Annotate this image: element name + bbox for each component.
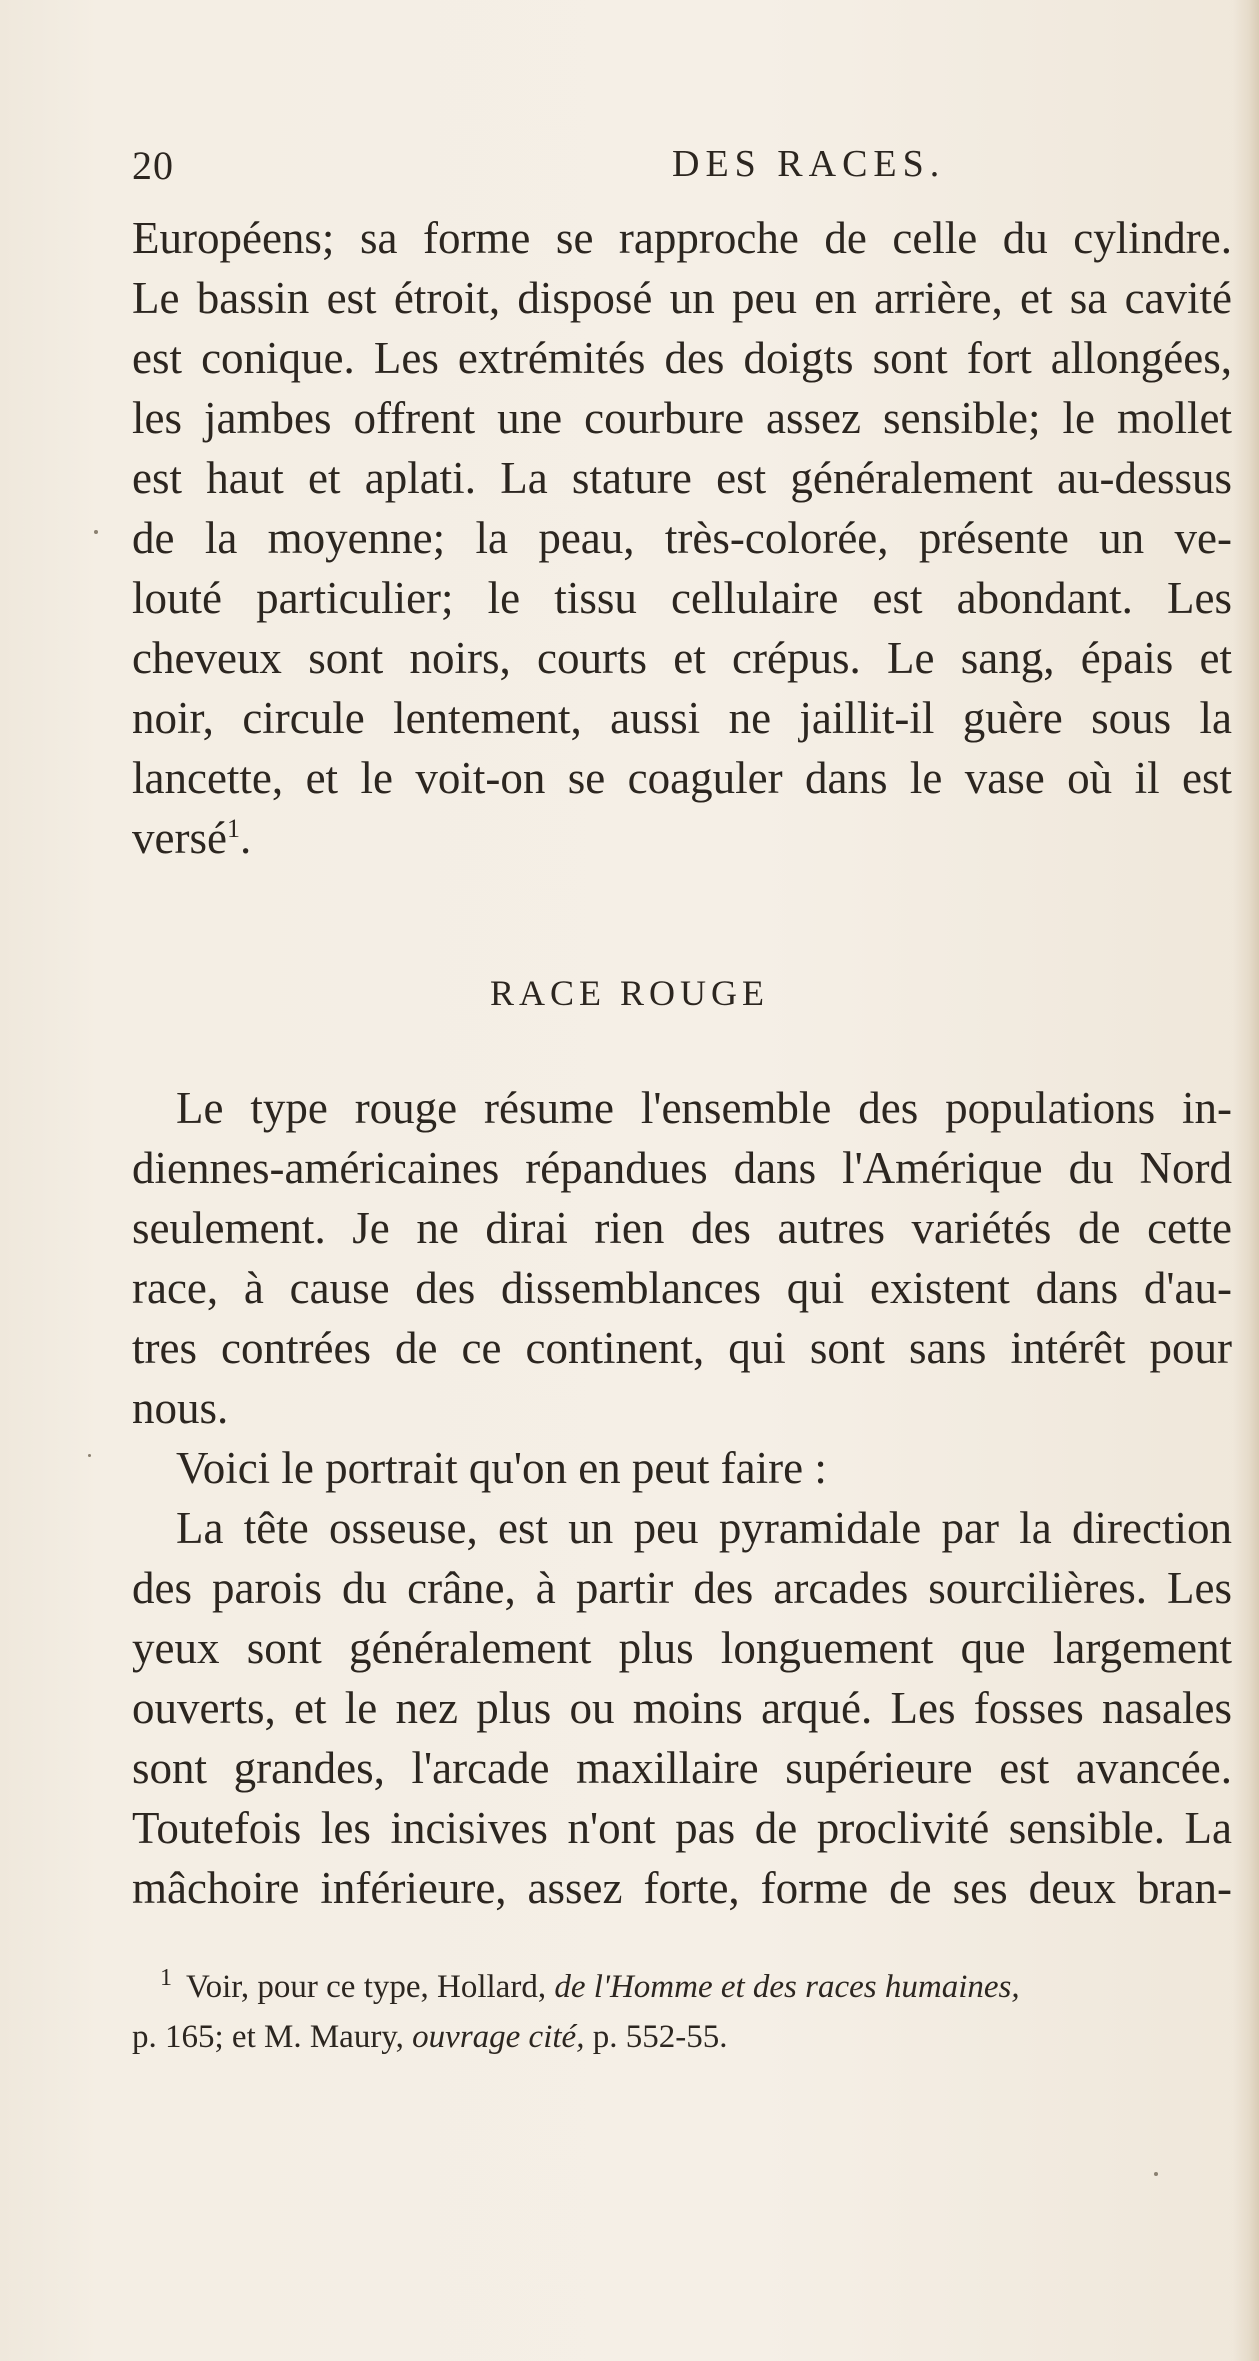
footnote-book-title: de l'Homme et des races humaines,	[554, 1969, 1020, 2005]
text-line: race, à cause des dissemblances qui existent dans d'au-	[132, 1263, 1232, 1313]
text-line-last: nous.	[132, 1383, 229, 1433]
footnote-text: Voir, pour ce type, Hollard,	[186, 1969, 547, 2005]
text-line: louté particulier; le tissu cellulaire est abondant. Les	[132, 573, 1232, 623]
paper-speck	[1154, 2172, 1158, 2176]
footnote-text: p. 165; et M. Maury,	[132, 2019, 404, 2055]
text-line: Européens; sa forme se rapproche de celle du cylindre.	[132, 213, 1232, 263]
text-line: cheveux sont noirs, courts et crépus. Le sang, épais et	[132, 633, 1232, 683]
text-line: Le bassin est étroit, disposé un peu en arrière, et sa cavité	[132, 273, 1232, 323]
paper-speck	[88, 1454, 91, 1457]
text-line: diennes-américaines répandues dans l'Amérique du Nord	[132, 1143, 1232, 1193]
page-header	[132, 142, 1232, 192]
text-line: des parois du crâne, à partir des arcades sourcilières. Les	[132, 1563, 1232, 1613]
text-line: de la moyenne; la peau, très-colorée, présente un ve-	[132, 513, 1232, 563]
footnote-line	[160, 1962, 1259, 2012]
text-line-last	[132, 808, 1232, 868]
text-line: tres contrées de ce continent, qui sont sans intérêt pour	[132, 1323, 1232, 1373]
period: .	[239, 813, 252, 863]
footnote-book-title: ouvrage cité,	[412, 2019, 585, 2055]
footnote-line	[132, 2012, 1232, 2062]
text-line: les jambes offrent une courbure assez sensible; le mollet	[132, 393, 1232, 443]
running-head: DES RACES.	[672, 143, 946, 185]
text-line: Toutefois les incisives n'ont pas de proclivité sensible. La	[132, 1803, 1232, 1853]
text-fragment: versé	[132, 813, 227, 863]
text-line: noir, circule lentement, aussi ne jaillit-il guère sous la	[132, 693, 1232, 743]
footnote-text: p. 552-55.	[592, 2019, 728, 2055]
text-line: yeux sont généralement plus longuement que largement	[132, 1623, 1232, 1673]
text-line: Le type rouge résume l'ensemble des populations in-	[176, 1083, 1232, 1133]
text-line: seulement. Je ne dirai rien des autres variétés de cette	[132, 1203, 1232, 1253]
paragraph-portrait-intro: Voici le portrait qu'on en peut faire :	[176, 1443, 827, 1493]
paper-speck	[94, 530, 98, 534]
footnote-marker: 1	[160, 1965, 172, 1991]
text-line: est conique. Les extrémités des doigts sont fort allongées,	[132, 333, 1232, 383]
text-line: La tête osseuse, est un peu pyramidale par la direction	[176, 1503, 1232, 1553]
text-line: est haut et aplati. La stature est généralement au-dessus	[132, 453, 1232, 503]
section-title: RACE ROUGE	[489, 973, 769, 1013]
text-line: ouverts, et le nez plus ou moins arqué. Les fosses nasales	[132, 1683, 1232, 1733]
text-line: sont grandes, l'arcade maxillaire supérieure est avancée.	[132, 1743, 1232, 1793]
text-line: mâchoire inférieure, assez forte, forme de ses deux bran-	[132, 1863, 1232, 1913]
footnote-reference[interactable]: 1	[226, 814, 240, 843]
page-number: 20	[132, 143, 174, 188]
text-line: lancette, et le voit-on se coaguler dans le vase où il est	[132, 753, 1232, 803]
